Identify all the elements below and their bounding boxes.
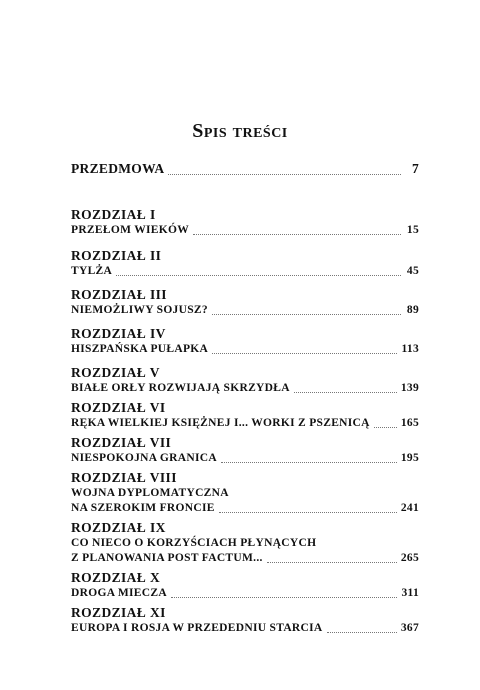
chapter-title-text: WOJNA DYPLOMATYCZNA [71,487,229,499]
chapter-title-line [71,621,419,636]
chapter-title-text: PRZEŁOM WIEKÓW [71,224,190,236]
chapter-title-text: Z PLANOWANIA POST FACTUM... [71,552,263,564]
chapter-title-line [71,586,419,601]
toc-chapter [71,469,419,516]
dot-leader [212,352,397,354]
chapter-title-line [71,342,419,357]
toc-chapter [71,247,419,279]
chapter-title-text: TYLŻA [71,265,113,277]
chapter-heading: ROZDZIAŁ VII [71,435,172,450]
chapter-heading: ROZDZIAŁ IX [71,520,166,535]
chapter-page-number: 45 [406,265,419,277]
chapter-page-number: 241 [400,502,419,514]
chapter-heading: ROZDZIAŁ VIII [71,470,177,485]
chapter-heading: ROZDZIAŁ XI [71,605,166,620]
chapter-title-text: BIAŁE ORŁY ROZWIJAJĄ SKRZYDŁA [71,382,290,394]
toc-chapter [71,325,419,357]
dot-leader [221,461,397,463]
toc-chapter [71,399,419,431]
dot-leader [116,274,401,276]
dot-leader [193,233,401,235]
chapter-title-text: HISZPAŃSKA PUŁAPKA [71,343,209,355]
chapter-title-line [71,264,419,279]
chapter-title-line [71,416,419,431]
chapter-heading: ROZDZIAŁ X [71,570,161,585]
chapter-title-line [71,451,419,466]
chapter-title-line [71,486,419,501]
chapter-heading: ROZDZIAŁ I [71,207,156,222]
dot-leader [294,391,397,393]
chapter-heading: ROZDZIAŁ V [71,365,160,380]
chapter-page-number: 311 [401,587,419,599]
dot-leader [374,426,397,428]
chapter-title-line [71,536,419,551]
preface-page-number: 7 [411,161,419,176]
chapter-title-line [71,381,419,396]
dot-leader [168,173,401,175]
chapter-heading: ROZDZIAŁ VI [71,400,166,415]
chapter-title-text: NIEMOŻLIWY SOJUSZ? [71,304,208,316]
preface-label: PRZEDMOWA [71,161,165,176]
chapter-title-text: EUROPA I ROSJA W PRZEDEDNIU STARCIA [71,622,323,634]
dot-leader [219,511,397,513]
toc-chapter [71,519,419,566]
chapter-page-number: 367 [400,622,419,634]
dot-leader [267,561,397,563]
chapter-title-line [71,551,419,566]
chapter-page-number: 139 [400,382,419,394]
toc-chapter [71,604,419,636]
toc-chapter [71,364,419,396]
chapter-title-line [71,223,419,238]
toc-chapter [71,206,419,238]
page-title: Spis treści [192,120,288,142]
chapter-title-text: DROGA MIECZA [71,587,167,599]
chapter-title-text: NIESPOKOJNA GRANICA [71,452,217,464]
chapter-page-number: 195 [400,452,419,464]
chapter-title-line [71,303,419,318]
chapter-page-number: 89 [406,304,419,316]
toc-chapter [71,286,419,318]
chapter-heading: ROZDZIAŁ II [71,248,162,263]
toc-chapter [71,434,419,466]
chapter-heading: ROZDZIAŁ III [71,287,167,302]
chapter-page-number: 15 [406,224,419,236]
chapter-page-number: 113 [401,343,419,355]
toc-chapter [71,569,419,601]
dot-leader [171,596,398,598]
chapter-page-number: 165 [400,417,419,429]
chapter-page-number: 265 [400,552,419,564]
chapter-heading: ROZDZIAŁ IV [71,326,166,341]
table-of-contents [71,160,419,636]
dot-leader [212,313,401,315]
dot-leader [327,631,397,633]
chapter-title-text: RĘKA WIELKIEJ KSIĘŻNEJ I... WORKI Z PSZENICĄ [71,417,370,429]
chapter-title-text: CO NIECO O KORZYŚCIACH PŁYNĄCYCH [71,537,317,549]
chapter-title-text: NA SZEROKIM FRONCIE [71,502,215,514]
chapter-title-line [71,501,419,516]
toc-preface [71,160,419,178]
